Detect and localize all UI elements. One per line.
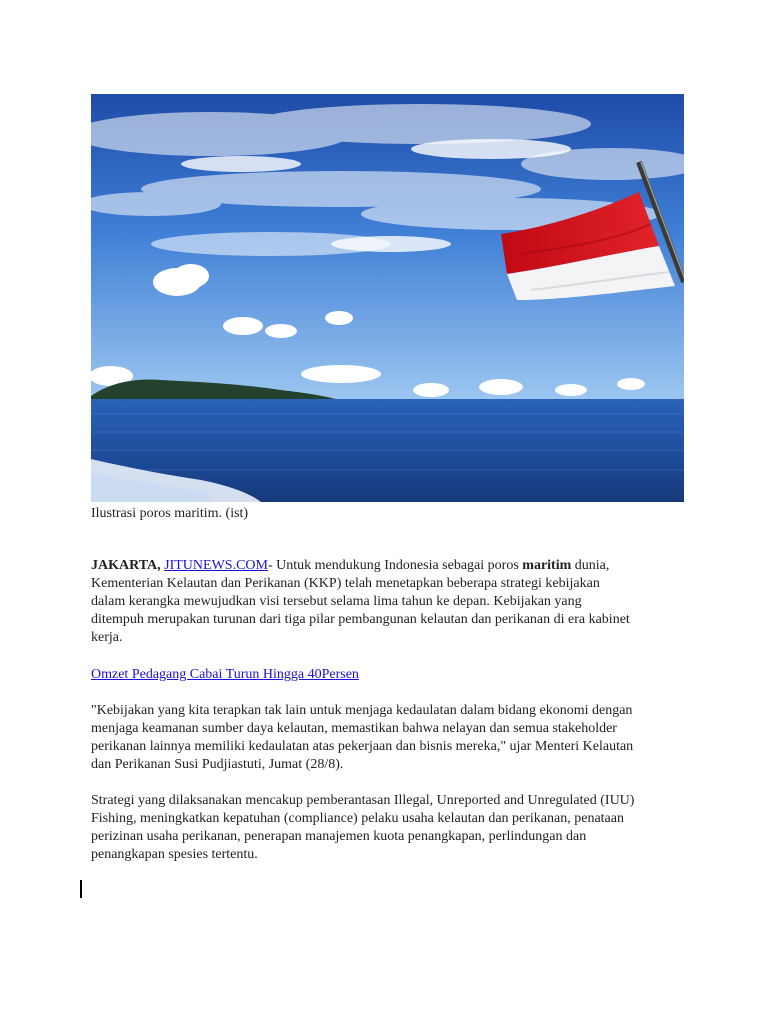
article-photo	[91, 94, 684, 502]
lead-paragraph	[91, 557, 681, 647]
related-article-link[interactable]: Omzet Pedagang Cabai Turun Hingga 40Persen	[91, 667, 359, 682]
strategy-line-1: Strategi yang dilaksanakan mencakup pemberantasan Illegal, Unreported and Unregulated (IUU)	[91, 793, 635, 808]
lead-line-2: Kementerian Kelautan dan Perikanan (KKP) telah menetapkan beberapa strategi kebijakan	[91, 576, 600, 591]
quote-line-2: menjaga keamanan sumber daya kelautan, memastikan bahwa nelayan dan semua stakeholder	[91, 721, 617, 736]
sea-flag-image	[91, 94, 684, 502]
lead-line-3: dalam kerangka mewujudkan visi tersebut selama lima tahun ke depan. Kebijakan yang	[91, 594, 582, 609]
lead-text-2: dunia,	[571, 558, 610, 573]
dateline: JAKARTA,	[91, 558, 161, 573]
lead-text-1: - Untuk mendukung Indonesia sebagai poros	[267, 558, 523, 573]
strategy-line-3: perizinan usaha perikanan, penerapan manajemen kuota penangkapan, perlindungan dan	[91, 829, 587, 844]
photo-caption: Ilustrasi poros maritim. (ist)	[91, 506, 249, 521]
strategy-line-2: Fishing, meningkatkan kepatuhan (compliance) pelaku usaha kelautan dan perikanan, penataan	[91, 811, 624, 826]
strategy-paragraph	[91, 792, 681, 864]
text-cursor	[80, 880, 82, 898]
strategy-line-4: penangkapan spesies tertentu.	[91, 847, 258, 862]
quote-paragraph	[91, 702, 681, 774]
keyword-maritim: maritim	[522, 558, 572, 573]
source-link[interactable]: JITUNEWS.COM	[164, 558, 268, 573]
lead-line-5: kerja.	[91, 630, 123, 645]
quote-line-4: dan Perikanan Susi Pudjiastuti, Jumat (28/8).	[91, 757, 344, 772]
lead-line-1	[91, 557, 681, 575]
related-link-row	[91, 666, 681, 684]
lead-line-4: ditempuh merupakan turunan dari tiga pilar pembangunan kelautan dan perikanan di era kabinet	[91, 612, 630, 627]
quote-line-1: "Kebijakan yang kita terapkan tak lain untuk menjaga kedaulatan dalam bidang ekonomi dengan	[91, 703, 633, 718]
quote-line-3: perikanan lainnya memiliki kedaulatan atas pekerjaan dan bisnis mereka," ujar Menteri Kelautan	[91, 739, 634, 754]
